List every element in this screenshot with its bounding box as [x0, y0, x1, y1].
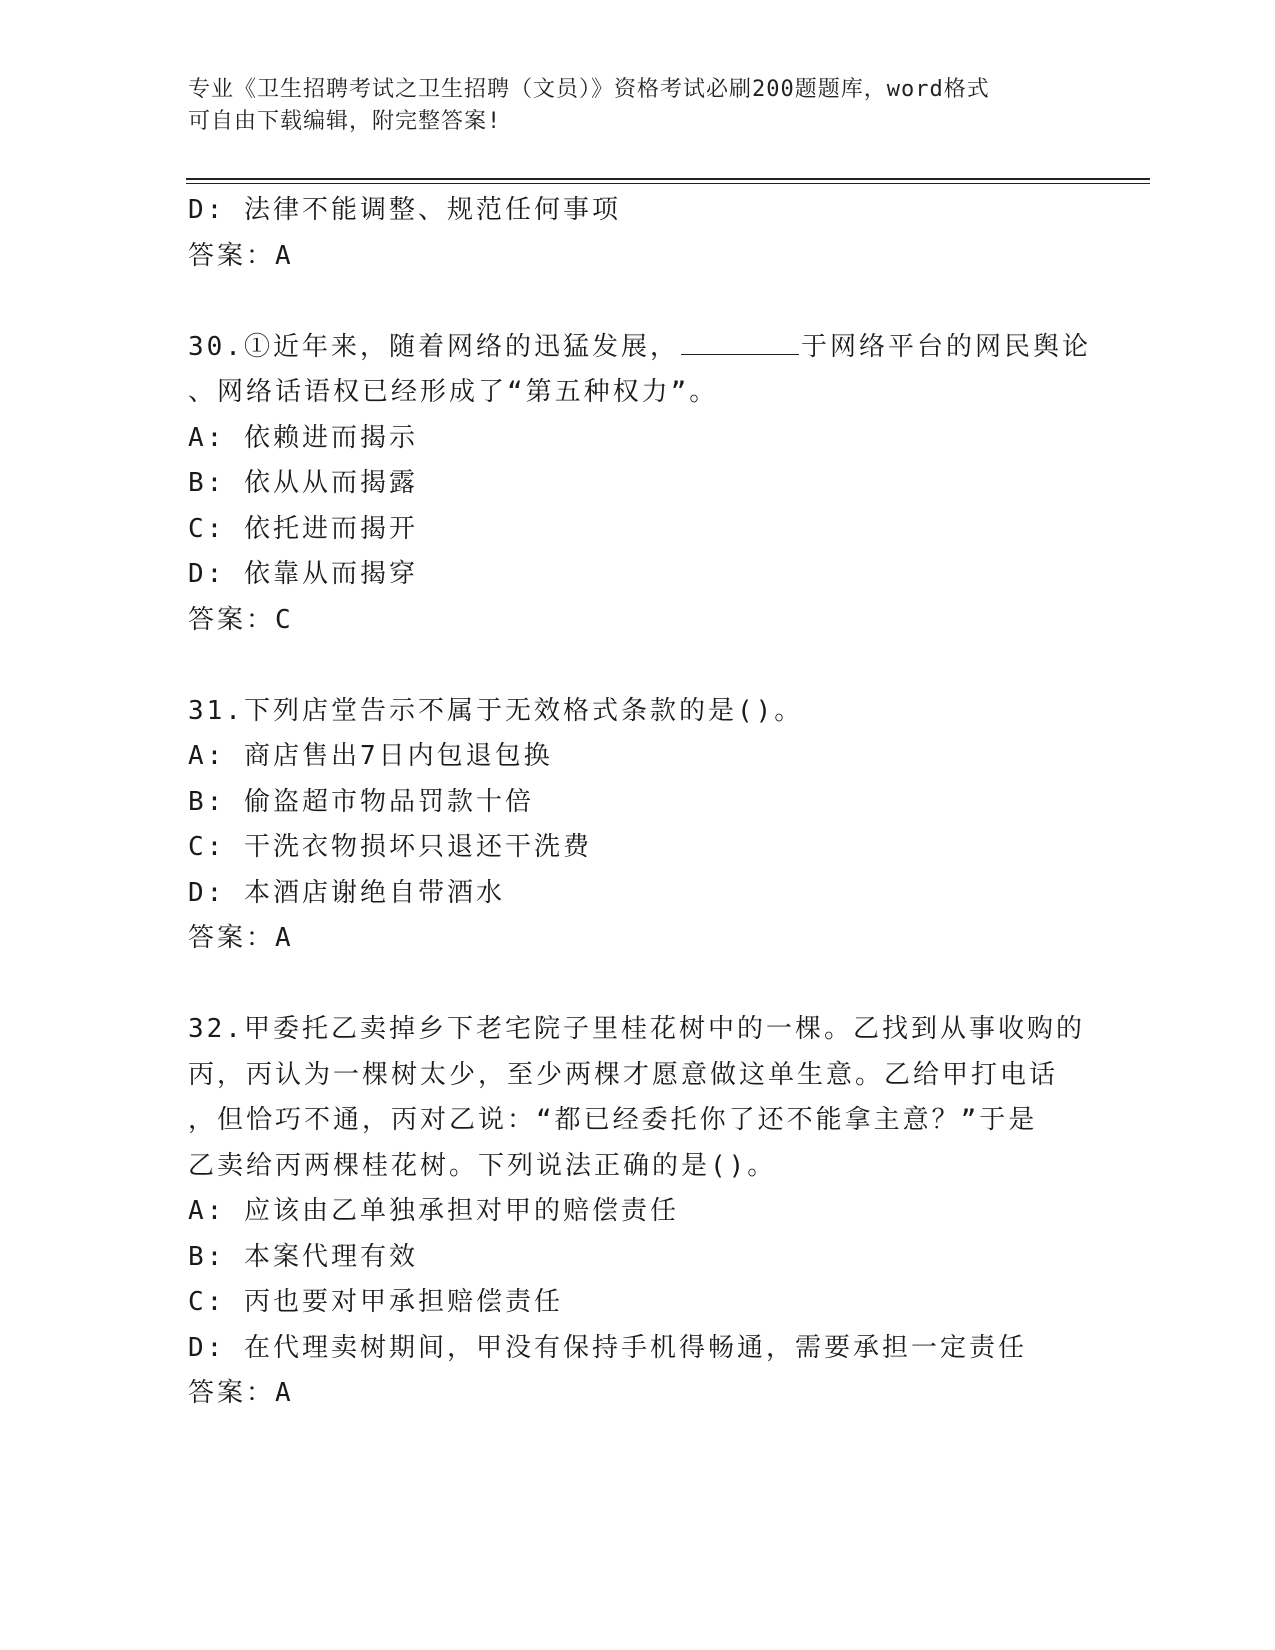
- spacer: [188, 279, 1148, 325]
- q32-option-c: C: 丙也要对甲承担赔偿责任: [188, 1287, 563, 1317]
- q30-stem-line-2: 、网络话语权已经形成了“第五种权力”。: [188, 377, 719, 407]
- q30-option-c: C: 依托进而揭开: [188, 513, 418, 544]
- header-title-line-2: 可自由下载编辑，附完整答案!: [188, 109, 502, 134]
- q30-option-d: D: 依靠从而揭穿: [188, 559, 418, 589]
- q32-stem-line-4: 乙卖给丙两棵桂花树。下列说法正确的是()。: [188, 1150, 777, 1181]
- q30-answer: 答案：C: [188, 604, 294, 635]
- header-title-line-1: 专业《卫生招聘考试之卫生招聘（文员）》资格考试必刷200题题库，word格式: [188, 77, 990, 102]
- q31-option-a: A: 商店售出7日内包退包换: [188, 741, 553, 771]
- q32-option-d: D: 在代理卖树期间，甲没有保持手机得畅通，需要承担一定责任: [188, 1332, 1027, 1363]
- q32-option-b: B: 本案代理有效: [188, 1241, 418, 1272]
- q31-option-d: D: 本酒店谢绝自带酒水: [188, 877, 505, 908]
- header-divider-thick: [186, 178, 1150, 180]
- q31-answer: 答案：A: [188, 923, 294, 953]
- q30-stem-line-1: [188, 325, 1148, 371]
- q31-stem: 31.下列店堂告示不属于无效格式条款的是()。: [188, 695, 804, 726]
- spacer: [188, 643, 1148, 689]
- q30-option-b: B: 依从从而揭露: [188, 468, 418, 498]
- page-header: [188, 74, 1088, 138]
- prev-question-option-d: D: 法律不能调整、规范任何事项: [188, 195, 621, 225]
- q32-option-a: A: 应该由乙单独承担对甲的赔偿责任: [188, 1196, 679, 1226]
- header-divider-thin: [186, 183, 1150, 184]
- q31-option-b: B: 偷盗超市物品罚款十倍: [188, 786, 534, 817]
- q32-stem-line-1: 32.甲委托乙卖掉乡下老宅院子里桂花树中的一棵。乙找到从事收购的: [188, 1014, 1085, 1044]
- q31-option-c: C: 干洗衣物损坏只退还干洗费: [188, 832, 592, 862]
- q32-answer: 答案：A: [188, 1378, 294, 1408]
- q30-stem-before-blank: 30.①近年来，随着网络的迅猛发展，: [188, 331, 679, 362]
- q30-option-a: A: 依赖进而揭示: [188, 422, 418, 453]
- spacer: [188, 962, 1148, 1008]
- q30-fill-blank: [681, 332, 799, 355]
- question-content: [188, 188, 1148, 1417]
- q32-stem-line-2: 丙，丙认为一棵树太少，至少两棵才愿意做这单生意。乙给甲打电话: [188, 1059, 1059, 1090]
- prev-question-answer: 答案：A: [188, 240, 294, 271]
- q32-stem-line-3: ，但恰巧不通，丙对乙说：“都已经委托你了还不能拿主意？”于是: [188, 1105, 1038, 1135]
- q30-stem-after-blank: 于网络平台的网民舆论: [800, 331, 1091, 362]
